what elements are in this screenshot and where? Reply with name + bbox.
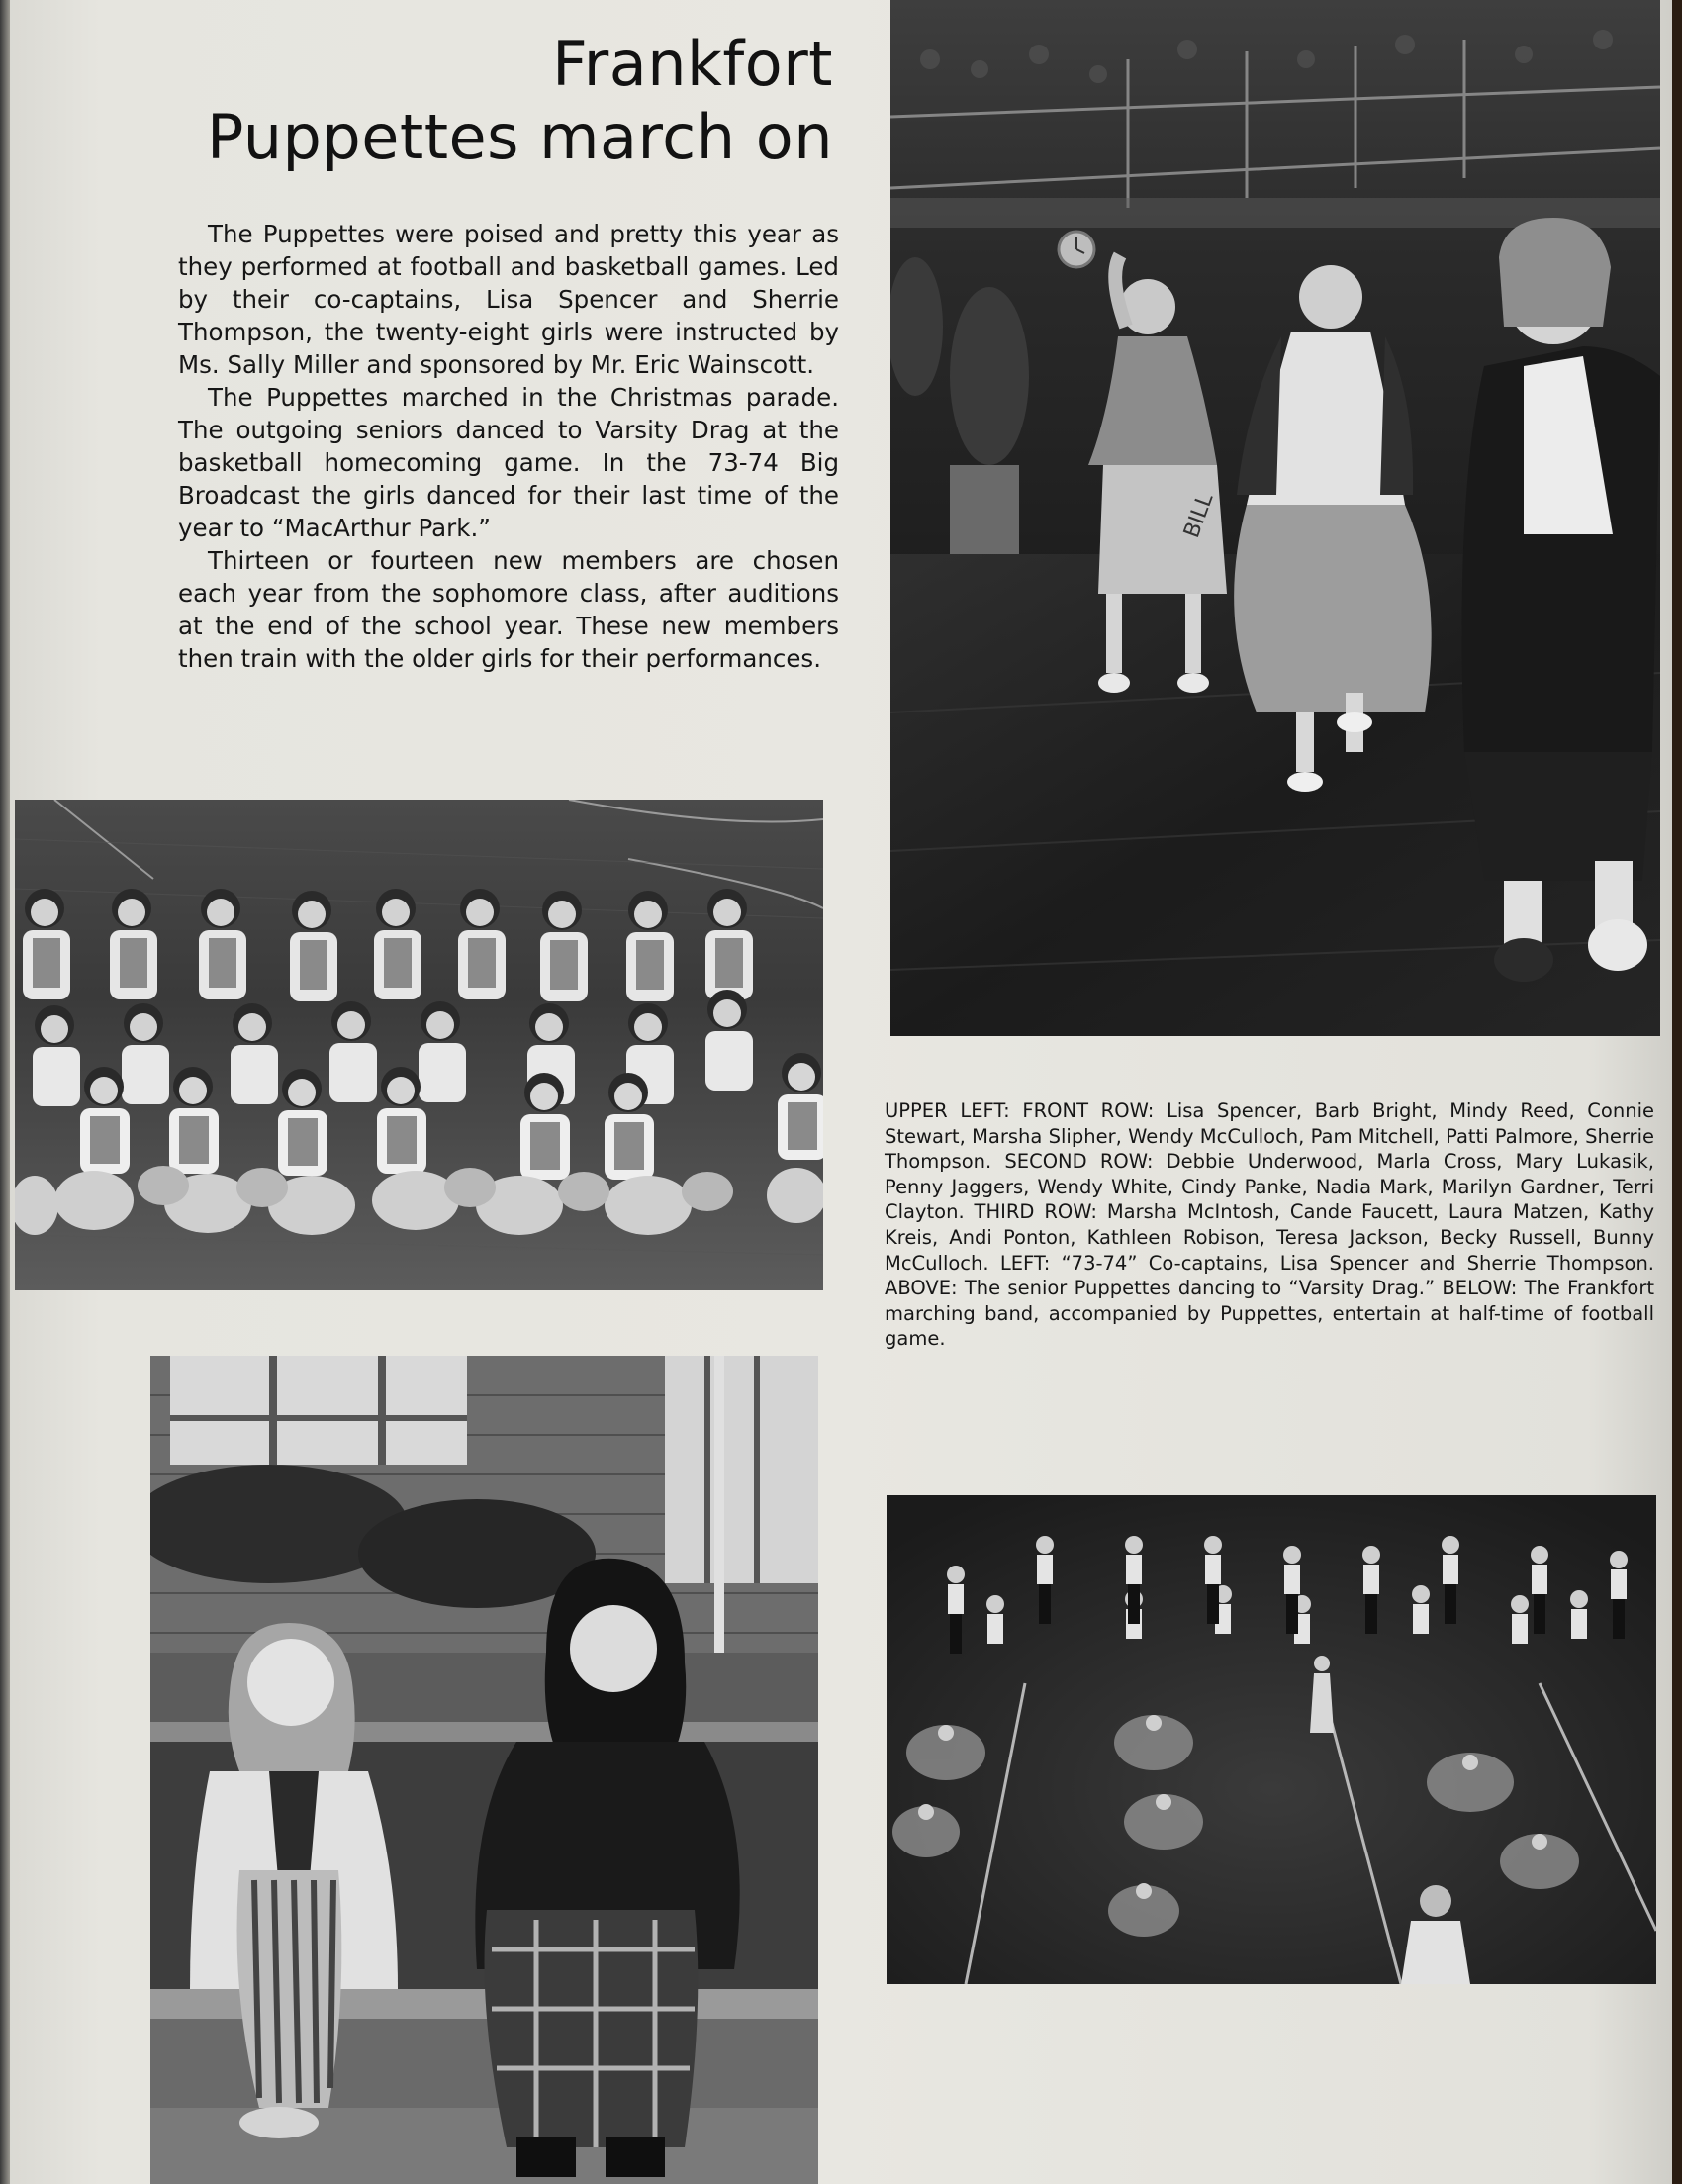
marching-band-photo	[887, 1495, 1656, 1984]
photo-caption: UPPER LEFT: FRONT ROW: Lisa Spencer, Barb Bright, Mindy Reed, Connie Stewart, Marsha Slipher, Wendy McCulloch, Pam Mitchell, Patti Palmore, Sherrie Thompson. SECOND ROW: Debbie Underwood, Marla Cross, Mary Lukasik, Penny Jaggers, Wendy White, Cindy Panke, Nadia Mark, Marilyn Gardner, Terri Clayton. THIRD ROW: Marsha McIntosh, Cande Faucett, Laura Matzen, Kathy Kreis, Andi Ponton, Kathleen Robison, Teresa Jackson, Becky Russell, Bunny McCulloch. LEFT: “73-74” Co-captains, Lisa Spencer and Sherrie Thompson. ABOVE: The senior Puppettes dancing to “Varsity Drag.” BELOW: The Frankfort marching band, accompanied by Puppettes, entertain at half-time of football game.	[885, 1099, 1654, 1351]
dancers-photo	[890, 0, 1660, 1036]
title-line-2: Puppettes march on	[206, 101, 833, 173]
sign-text: BILL	[1179, 490, 1219, 542]
squad-group-photo	[15, 800, 823, 1290]
paragraph-3: Thirteen or fourteen new members are chosen each year from the sophomore class, after auditions at the end of the school year. These new members then train with the older girls for their performances.	[178, 546, 839, 673]
page-binding-edge	[0, 0, 10, 2184]
paragraph-1: The Puppettes were poised and pretty this year as they performed at football and basketball games. Led by their co-captains, Lisa Spencer and Sherrie Thompson, the twenty-eight girls were instructed by Ms. Sally Miller and sponsored by Mr. Eric Wainscott.	[178, 220, 839, 379]
co-captains-photo	[150, 1356, 818, 2184]
page-title	[207, 28, 833, 174]
paragraph-2: The Puppettes marched in the Christmas parade. The outgoing seniors danced to Varsity Drag at the basketball homecoming game. In the 73-74 Big Broadcast the girls danced for their last time of the year to “MacArthur Park.”	[178, 383, 839, 542]
title-line-1: Frankfort	[552, 28, 833, 100]
article-body	[178, 218, 839, 675]
